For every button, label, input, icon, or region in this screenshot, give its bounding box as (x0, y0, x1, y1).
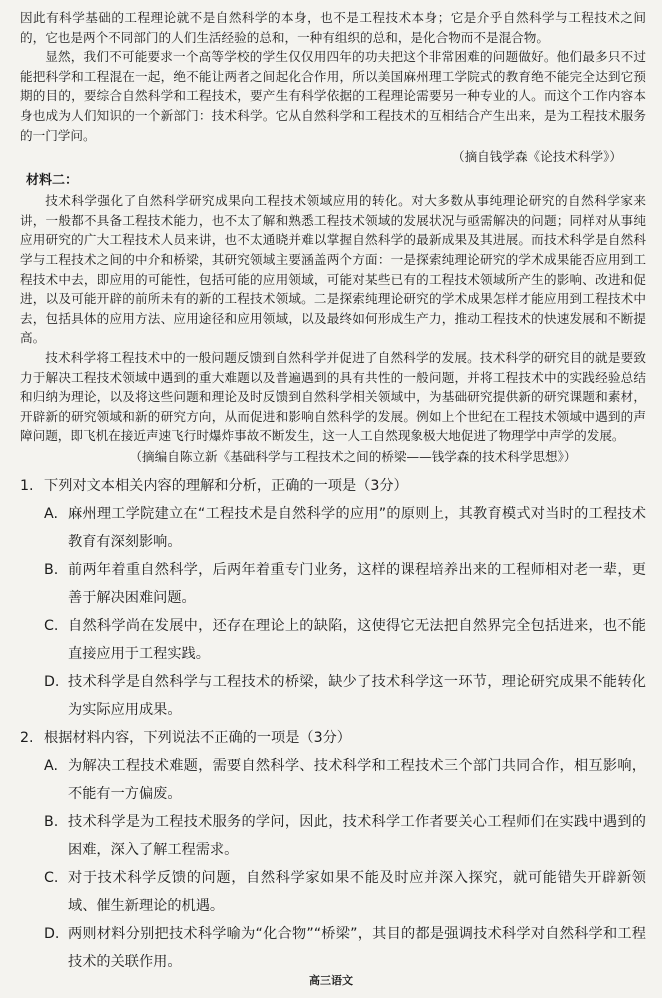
material2-source: （摘编自陈立新《基础科学与工程技术之间的桥梁——钱学森的技术科学思想》） (129, 448, 577, 464)
option-text: 前两年着重自然科学，后两年着重专门业务，这样的课程培养出来的工程师相对老一辈，更善于解决困难问题。 (68, 561, 646, 606)
option-text: 麻州理工学院建立在“工程技术是自然科学的应用”的原则上，其教育模式对当时的工程技术教育有深刻影响。 (68, 505, 646, 550)
option-letter: B. (44, 813, 59, 830)
option-1a (44, 500, 646, 556)
question-1 (20, 472, 646, 724)
material2-paragraph-1: 技术科学强化了自然科学研究成果向工程技术领域应用的转化。对大多数从事纯理论研究的自然科学家来讲，一般都不具备工程技术能力，也不太了解和熟悉工程技术领域的发展状况与亟需解决的问题；同样对从事纯应用研究的广大工程技术人员来讲，也不太通晓并难以掌握自然科学的最新成果及其进展。而技术科学是自然科学与工程技术之间的中介和桥梁，其研究领域主要涵盖两个方面：一是探索纯理论研究的学术成果能否应用到工程技术中去，即应用的可能性，包括可能的应用领域，可能对某些已有的工程技术领域所产生的影响、改进和促进，以及可能开辟的前所未有的新的工程技术领域。二是探索纯理论研究的学术成果怎样才能应用到工程技术中去，包括具体的应用方法、应用途径和应用领域，以及最终如何形成生产力，推动工程技术的快速发展和不断提高。 (20, 193, 646, 346)
material2-paragraph-2: 技术科学将工程技术中的一般问题反馈到自然科学并促进了自然科学的发展。技术科学的研究目的就是要致力于解决工程技术领域中遇到的重大难题以及普遍遇到的具有共性的一般问题，并将工程技术中的实践经验总结和归纳为理论，以及将这些问题和理论及时反馈到自然科学相关领域中，为基础研究提供新的研究课题和素材，开辟新的研究领域和新的研究方向，从而促进和影响自然科学的发展。例如上个世纪在工程技术领域中遇到的声障问题，即飞机在接近声速飞行时爆炸事故不断发生，这一人工自然现象极大地促进了物理学中声学的发展。 (20, 349, 646, 444)
option-text: 对于技术科学反馈的问题，自然科学家如果不能及时应并深入探究，就可能错失开辟新领域、催生新理论的机遇。 (68, 869, 646, 914)
option-2b (44, 808, 646, 864)
material1-source: （摘自钱学森《论技术科学》） (451, 149, 622, 165)
question-2 (20, 724, 646, 976)
option-text: 为解决工程技术难题，需要自然科学、技术科学和工程技术三个部门共同合作，相互影响，不能有一方偏废。 (68, 757, 646, 802)
option-text: 技术科学是为工程技术服务的学问，因此，技术科学工作者要关心工程师们在实践中遇到的困难，深入了解工程需求。 (68, 813, 646, 858)
option-letter: D. (44, 673, 60, 690)
option-letter: C. (44, 617, 59, 634)
page-footer: 高三语文 (309, 974, 353, 987)
option-1c (44, 612, 646, 668)
question-number: 2. (20, 729, 34, 746)
option-2c (44, 864, 646, 920)
option-2d (44, 920, 646, 976)
option-letter: A. (44, 757, 58, 774)
material2-heading: 材料二： (26, 173, 79, 189)
option-letter: D. (44, 925, 60, 942)
option-1d (44, 668, 646, 724)
option-1b (44, 556, 646, 612)
question-number: 1. (20, 477, 34, 494)
option-text: 两则材料分别把技术科学喻为“化合物”“桥梁”，其目的都是强调技术科学对自然科学和工程技术的关联作用。 (68, 925, 646, 970)
question-stem: 下列对文本相关内容的理解和分析，正确的一项是（3分） (44, 477, 408, 494)
option-2a (44, 752, 646, 808)
question-stem: 根据材料内容，下列说法不正确的一项是（3分） (44, 729, 351, 746)
material1-paragraph-2: 显然，我们不可能要求一个高等学校的学生仅仅用四年的功夫把这个非常困难的问题做好。他们最多只不过能把科学和工程混在一起，绝不能让两者之间起化合作用，所以美国麻州理工学院式的教育绝不能完全达到它预期的目的，要综合自然科学和工程技术，要产生有科学依据的工程理论需要另一种专业的人。而这个工作内容本身也成为人们知识的一个新部门：技术科学。它从自然科学和工程技术的互相结合产生出来，是为工程技术服务的一门学问。 (20, 49, 646, 143)
option-letter: B. (44, 561, 59, 578)
option-letter: C. (44, 869, 59, 886)
option-text: 自然科学尚在发展中，还存在理论上的缺陷，这使得它无法把自然界完全包括进来，也不能直接应用于工程实践。 (68, 617, 646, 662)
option-letter: A. (44, 505, 58, 522)
option-text: 技术科学是自然科学与工程技术的桥梁，缺少了技术科学这一环节，理论研究成果不能转化为实际应用成果。 (68, 673, 646, 718)
material1-paragraph-1: 因此有科学基础的工程理论就不是自然科学的本身，也不是工程技术本身；它是介乎自然科学与工程技术之间的，它也是两个不同部门的人们生活经验的总和，一种有组织的总和，是化合物而不是混合物。 (20, 10, 646, 45)
